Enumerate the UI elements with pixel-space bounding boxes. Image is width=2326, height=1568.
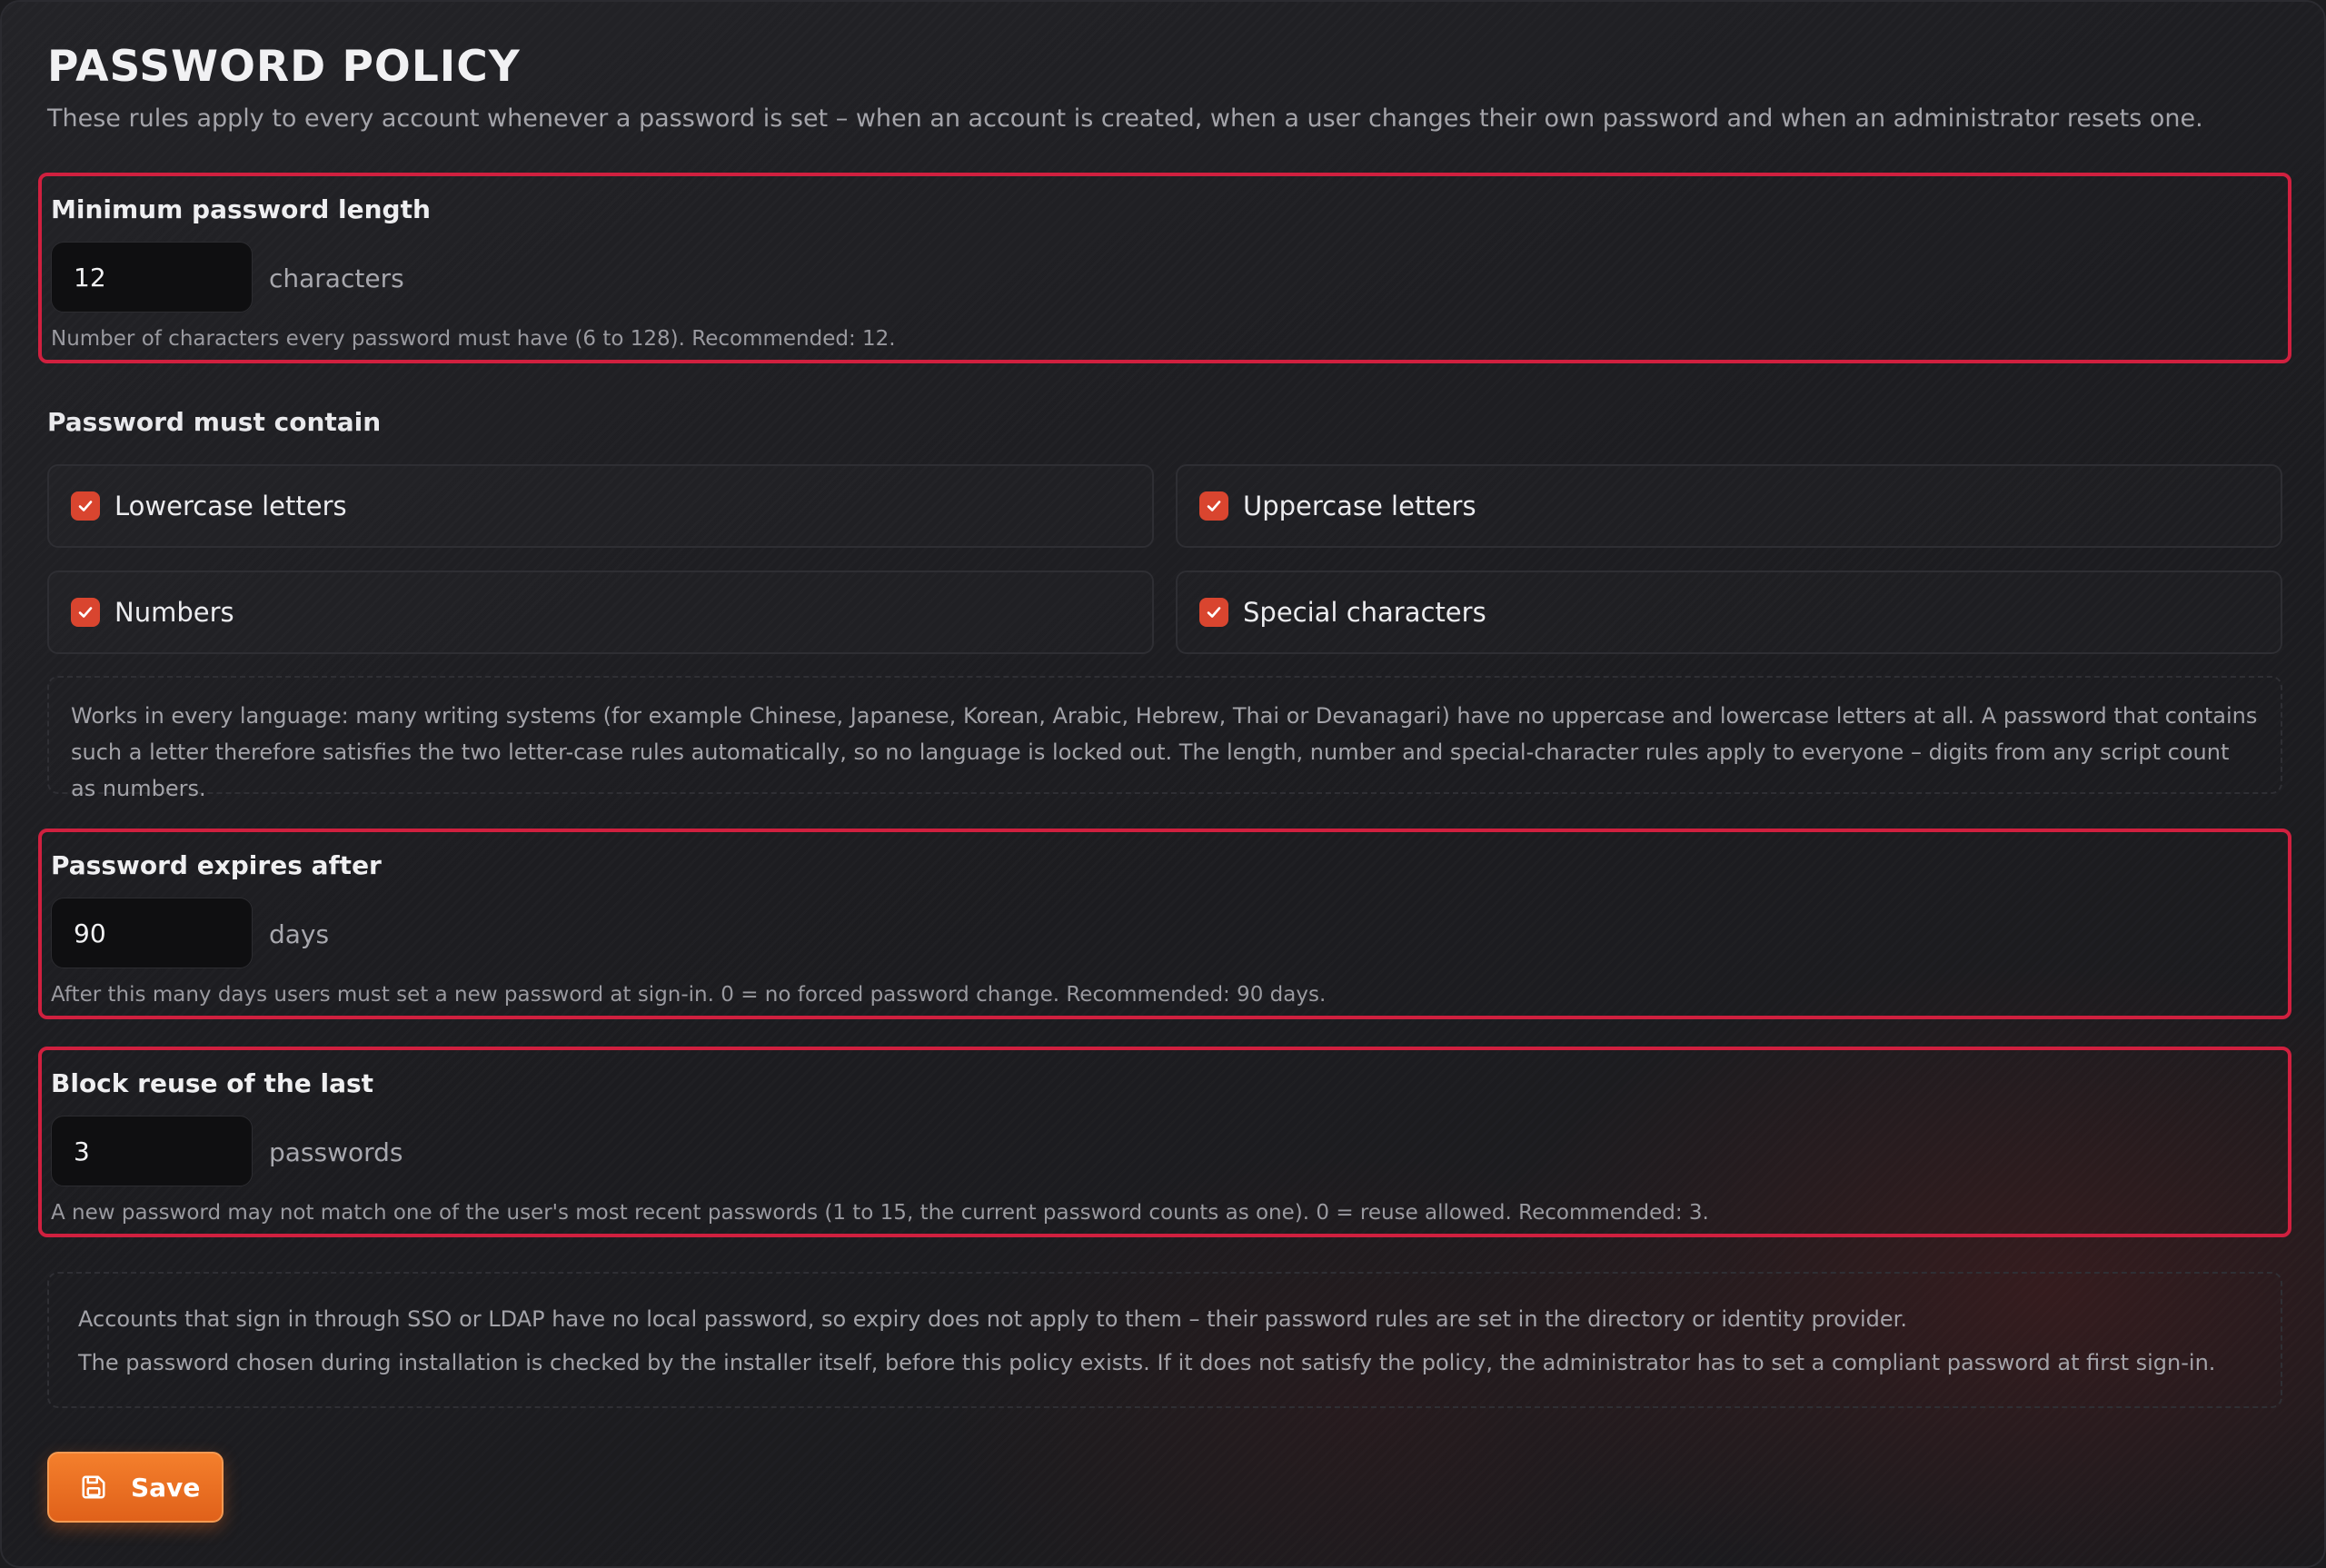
save-label: Save xyxy=(131,1472,201,1503)
page-title: PASSWORD POLICY xyxy=(47,42,521,92)
special-characters-option[interactable] xyxy=(1176,571,2282,654)
page-subtitle: These rules apply to every account whenever a password is set – when an account is created, when a user changes their own password and when an administrator resets one. xyxy=(47,104,2203,133)
reuse-input[interactable] xyxy=(51,1116,253,1186)
language-note-text: Works in every language: many writing systems (for example Chinese, Japanese, Korean, Arabic, Hebrew, Thai or Devanagari) have no uppercase and lowercase letters at all. A password that contains such a letter therefore satisfies the two letter-case rules automatically, so no language is locked out. The length, number and special-character rules apply to everyone – digits from any script count as numbers. xyxy=(71,703,2258,801)
min-length-input[interactable] xyxy=(51,242,253,313)
save-button[interactable] xyxy=(47,1452,224,1523)
reuse-unit: passwords xyxy=(269,1137,403,1167)
sso-note-text: Accounts that sign in through SSO or LDAP have no local password, so expiry does not apply to them – their password rules are set in the directory or identity provider. xyxy=(78,1306,1907,1332)
sso-notes xyxy=(47,1272,2282,1408)
min-length-section xyxy=(38,173,2291,363)
checkbox-checked-icon[interactable] xyxy=(1199,598,1228,627)
expiry-hint: After this many days users must set a new password at sign-in. 0 = no forced password change. Recommended: 90 days. xyxy=(51,983,1327,1007)
special-characters-label: Special characters xyxy=(1243,597,1486,628)
numbers-option[interactable] xyxy=(47,571,1154,654)
installer-note-text: The password chosen during installation is checked by the installer itself, before this policy exists. If it does not satisfy the policy, the administrator has to set a compliant password at first sign-in. xyxy=(78,1350,2216,1375)
min-length-label: Minimum password length xyxy=(51,194,431,224)
expiry-unit: days xyxy=(269,919,330,949)
language-note xyxy=(47,676,2282,801)
expiry-section xyxy=(38,829,2291,1019)
min-length-unit: characters xyxy=(269,263,404,293)
reuse-section xyxy=(38,1047,2291,1237)
expiry-label: Password expires after xyxy=(51,850,382,880)
expiry-input[interactable] xyxy=(51,898,253,968)
must-contain-label: Password must contain xyxy=(47,407,382,437)
checkbox-checked-icon[interactable] xyxy=(71,598,100,627)
save-icon xyxy=(80,1474,107,1501)
uppercase-label: Uppercase letters xyxy=(1243,491,1476,521)
lowercase-label: Lowercase letters xyxy=(114,491,347,521)
reuse-label: Block reuse of the last xyxy=(51,1068,374,1098)
numbers-label: Numbers xyxy=(114,597,234,628)
checkbox-checked-icon[interactable] xyxy=(71,491,100,521)
min-length-hint: Number of characters every password must have (6 to 128). Recommended: 12. xyxy=(51,327,896,351)
reuse-hint: A new password may not match one of the user's most recent passwords (1 to 15, the current password counts as one). 0 = reuse allowed. Recommended: 3. xyxy=(51,1201,1709,1225)
lowercase-option[interactable] xyxy=(47,464,1154,548)
uppercase-option[interactable] xyxy=(1176,464,2282,548)
checkbox-checked-icon[interactable] xyxy=(1199,491,1228,521)
